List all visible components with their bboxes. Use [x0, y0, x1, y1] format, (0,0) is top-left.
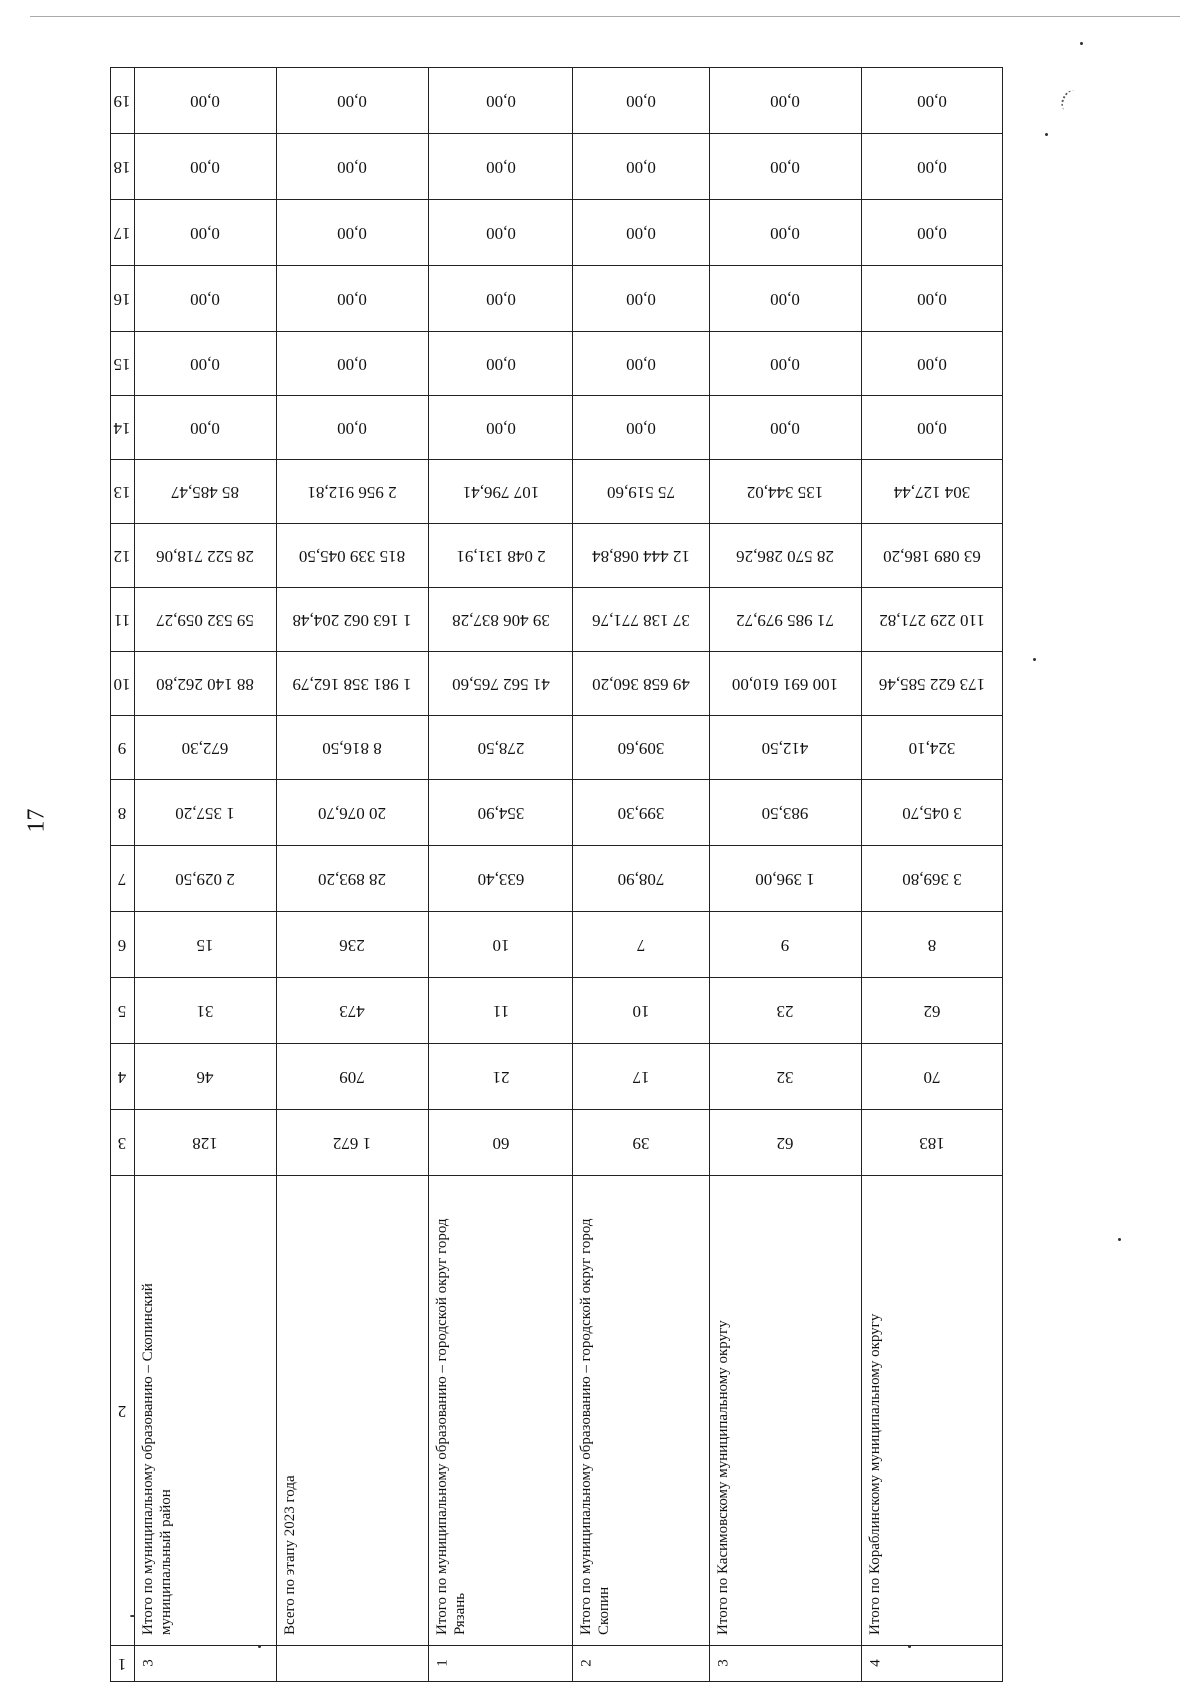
- cell-value: 8 816,50: [322, 738, 383, 758]
- row-number: 4: [867, 1659, 884, 1667]
- cell-value: 3 369,80: [902, 869, 962, 889]
- table-cell: [428, 978, 572, 1044]
- cell-value: 17: [632, 1067, 650, 1087]
- table-cell: [861, 846, 1002, 912]
- column-number-cell: [111, 200, 135, 266]
- column-number-cell: [111, 524, 135, 588]
- table-cell: [573, 780, 710, 846]
- table-cell: [428, 266, 572, 332]
- cell-value: 0,00: [626, 354, 656, 374]
- table-cell: [428, 780, 572, 846]
- cell-value: 0,00: [337, 223, 368, 243]
- table-cell: [573, 652, 710, 716]
- table-cell: [573, 266, 710, 332]
- table-cell: [709, 780, 861, 846]
- cell-value: 0,00: [485, 418, 516, 438]
- column-number-cell: [111, 134, 135, 200]
- cell-value: 236: [339, 935, 366, 955]
- table-cell: [428, 1110, 572, 1176]
- table-cell: [709, 846, 861, 912]
- column-number: 9: [118, 738, 127, 758]
- cell-value: 107 796,41: [462, 482, 539, 502]
- cell-value: 0,00: [485, 157, 516, 177]
- column-number-cell: [111, 68, 135, 134]
- cell-value: 0,00: [770, 289, 801, 309]
- row-number: 3: [140, 1659, 157, 1667]
- cell-value: 0,00: [485, 289, 516, 309]
- cell-value: 59 532 059,27: [156, 610, 255, 630]
- label-cell: [277, 1176, 429, 1646]
- cell-value: 0,00: [337, 91, 368, 111]
- table-cell: [709, 1110, 861, 1176]
- cell-value: 11: [492, 1001, 509, 1021]
- column-number-cell: [111, 266, 135, 332]
- column-number: 2: [118, 1401, 127, 1421]
- cell-value: 2 048 131,91: [455, 546, 546, 566]
- table-cell: [709, 1044, 861, 1110]
- table-row: [111, 716, 1003, 780]
- row-number-cell: [277, 1646, 429, 1682]
- table-cell: [277, 912, 429, 978]
- table-cell: [134, 200, 276, 266]
- table-cell: [134, 588, 276, 652]
- table-cell: [573, 588, 710, 652]
- table-cell: [428, 846, 572, 912]
- table-cell: [709, 588, 861, 652]
- table-cell: [573, 912, 710, 978]
- cell-value: 708,90: [617, 869, 665, 889]
- table-cell: [861, 978, 1002, 1044]
- cell-value: 85 485,47: [171, 482, 240, 502]
- table-cell: [134, 134, 276, 200]
- row-number-cell: [134, 1646, 276, 1682]
- column-number: 5: [118, 1001, 127, 1021]
- table-cell: [861, 588, 1002, 652]
- cell-value: 304 127,44: [893, 482, 971, 502]
- table-cell: [277, 396, 429, 460]
- cell-value: 1 163 062 204,48: [292, 610, 412, 630]
- cell-value: 0,00: [917, 354, 947, 374]
- cell-value: 100 691 610,00: [732, 674, 839, 694]
- cell-value: 815 339 045,50: [299, 546, 406, 566]
- table-cell: [277, 588, 429, 652]
- table-cell: [861, 652, 1002, 716]
- table-cell: [861, 396, 1002, 460]
- table-cell: [573, 846, 710, 912]
- cell-value: 309,60: [617, 738, 665, 758]
- table-row: [111, 588, 1003, 652]
- cell-value: 0,00: [770, 91, 801, 111]
- cell-value: 31: [196, 1001, 214, 1021]
- cell-value: 28 570 286,26: [736, 546, 835, 566]
- cell-value: 324,10: [908, 738, 956, 758]
- cell-value: 0,00: [770, 157, 801, 177]
- table-cell: [573, 332, 710, 396]
- cell-value: 0,00: [190, 223, 221, 243]
- cell-value: 0,00: [485, 91, 516, 111]
- table-cell: [277, 134, 429, 200]
- table-cell: [573, 68, 710, 134]
- cell-value: 183: [919, 1133, 945, 1153]
- table-cell: [428, 134, 572, 200]
- cell-value: 278,50: [477, 738, 524, 758]
- cell-value: 70: [923, 1067, 941, 1087]
- table-cell: [134, 332, 276, 396]
- table-cell: [428, 68, 572, 134]
- column-number-cell: [111, 652, 135, 716]
- table-cell: [277, 978, 429, 1044]
- column-number-cell: [111, 912, 135, 978]
- table-cell: [573, 716, 710, 780]
- cell-value: 0,00: [917, 418, 947, 438]
- table-cell: [134, 1110, 276, 1176]
- cell-value: 0,00: [626, 418, 656, 438]
- cell-value: 0,00: [190, 354, 221, 374]
- table-cell: [134, 524, 276, 588]
- table-cell: [709, 912, 861, 978]
- cell-value: 0,00: [626, 91, 656, 111]
- cell-value: 20 076,70: [318, 803, 387, 823]
- cell-value: 633,40: [477, 869, 524, 889]
- label-cell: [709, 1176, 861, 1646]
- table-cell: [861, 332, 1002, 396]
- scan-speck: [1080, 42, 1083, 45]
- column-number: 4: [118, 1067, 127, 1087]
- table-row: [111, 460, 1003, 524]
- row-label: Итого по муниципальному образованию – городской округ город Рязань: [433, 1218, 468, 1635]
- column-number-cell: [111, 1110, 135, 1176]
- column-number: 1: [118, 1654, 127, 1674]
- scan-speck: [130, 1615, 135, 1617]
- scan-speck: [908, 1645, 911, 1648]
- cell-value: 28 893,20: [318, 869, 387, 889]
- table-cell: [277, 266, 429, 332]
- cell-value: 0,00: [337, 157, 368, 177]
- row-label: Итого по Касимовскому муниципальному округу: [714, 1320, 731, 1635]
- table-row: [111, 652, 1003, 716]
- table-cell: [861, 780, 1002, 846]
- column-number-cell: [111, 716, 135, 780]
- cell-value: 0,00: [485, 354, 516, 374]
- cell-value: 1 981 358 162,79: [292, 674, 412, 694]
- row-number: 3: [715, 1659, 732, 1667]
- table-cell: [709, 200, 861, 266]
- table-cell: [861, 68, 1002, 134]
- table-cell: [428, 588, 572, 652]
- table-cell: [134, 652, 276, 716]
- cell-value: 0,00: [626, 223, 656, 243]
- cell-value: 110 229 271,82: [879, 610, 985, 630]
- row-label: Итого по муниципальному образованию – Скопинский муниципальный район: [139, 1283, 174, 1635]
- column-number: 16: [113, 289, 131, 309]
- label-cell: [861, 1176, 1002, 1646]
- column-number: 18: [113, 157, 131, 177]
- cell-value: 1 357,20: [175, 803, 236, 823]
- cell-value: 0,00: [770, 354, 801, 374]
- cell-value: 37 138 771,76: [592, 610, 690, 630]
- table-cell: [428, 912, 572, 978]
- column-number: 14: [113, 418, 131, 438]
- column-number: 17: [113, 223, 131, 243]
- table-cell: [709, 332, 861, 396]
- cell-value: 173 622 585,46: [878, 674, 986, 694]
- table-cell: [134, 912, 276, 978]
- page-number: 17: [23, 808, 50, 832]
- column-number-cell: [111, 460, 135, 524]
- table-cell: [709, 652, 861, 716]
- table-cell: [573, 460, 710, 524]
- table-cell: [277, 524, 429, 588]
- table-cell: [861, 200, 1002, 266]
- row-number-cell: [709, 1646, 861, 1682]
- table-row: [111, 396, 1003, 460]
- table-cell: [573, 396, 710, 460]
- row-number: 1: [434, 1659, 451, 1667]
- table-row: [111, 780, 1003, 846]
- cell-value: 2 029,50: [175, 869, 236, 889]
- table-row: [111, 1110, 1003, 1176]
- column-number-cell: [111, 1646, 135, 1682]
- table-cell: [277, 1110, 429, 1176]
- column-number-cell: [111, 1044, 135, 1110]
- table-cell: [861, 266, 1002, 332]
- table-cell: [573, 978, 710, 1044]
- table-cell: [134, 846, 276, 912]
- table-cell: [428, 332, 572, 396]
- cell-value: 0,00: [917, 223, 947, 243]
- table-cell: [709, 266, 861, 332]
- cell-value: 0,00: [190, 418, 221, 438]
- table-row: [111, 1044, 1003, 1110]
- table-cell: [134, 460, 276, 524]
- cell-value: 128: [192, 1133, 219, 1153]
- cell-value: 60: [492, 1133, 510, 1153]
- cell-value: 23: [776, 1001, 794, 1021]
- scan-speck: [1118, 1238, 1121, 1241]
- column-number: 10: [113, 674, 131, 694]
- table-cell: [861, 912, 1002, 978]
- cell-value: 135 344,02: [747, 482, 824, 502]
- cell-value: 399,30: [617, 803, 665, 823]
- cell-value: 28 522 718,06: [156, 546, 255, 566]
- row-number-cell: [573, 1646, 710, 1682]
- cell-value: 15: [196, 935, 214, 955]
- table-cell: [428, 460, 572, 524]
- number-row: [111, 1646, 1003, 1682]
- row-number-cell: [861, 1646, 1002, 1682]
- cell-value: 473: [339, 1001, 366, 1021]
- cell-value: 3 045,70: [902, 803, 962, 823]
- table-row: [111, 978, 1003, 1044]
- cell-value: 7: [636, 935, 646, 955]
- table-cell: [428, 716, 572, 780]
- cell-value: 32: [776, 1067, 794, 1087]
- table-cell: [277, 68, 429, 134]
- row-label: Итого по Кораблинскому муниципальному округу: [866, 1313, 883, 1635]
- column-number-cell: [111, 332, 135, 396]
- table-row: [111, 332, 1003, 396]
- table-cell: [709, 716, 861, 780]
- table-cell: [709, 134, 861, 200]
- row-label: Итого по муниципальному образованию – городской округ город Скопин: [578, 1218, 613, 1635]
- cell-value: 0,00: [337, 354, 368, 374]
- table-row: [111, 266, 1003, 332]
- cell-value: 71 985 979,72: [736, 610, 835, 630]
- scan-speck: [258, 1645, 261, 1648]
- row-number-cell: [428, 1646, 572, 1682]
- cell-value: 0,00: [917, 91, 947, 111]
- table-cell: [573, 1044, 710, 1110]
- table-cell: [573, 134, 710, 200]
- column-number: 3: [118, 1133, 127, 1153]
- cell-value: 46: [196, 1067, 214, 1087]
- column-number-cell: [111, 396, 135, 460]
- table-cell: [709, 524, 861, 588]
- label-cell: [134, 1176, 276, 1646]
- row-label: Всего по этапу 2023 года: [282, 1475, 298, 1635]
- cell-value: 10: [632, 1001, 650, 1021]
- cell-value: 49 658 360,20: [592, 674, 690, 694]
- table-cell: [134, 1044, 276, 1110]
- cell-value: 0,00: [770, 418, 801, 438]
- table-cell: [134, 978, 276, 1044]
- cell-value: 0,00: [917, 157, 947, 177]
- table-cell: [709, 68, 861, 134]
- cell-value: 10: [492, 935, 510, 955]
- table-cell: [277, 332, 429, 396]
- table-cell: [134, 266, 276, 332]
- table-cell: [134, 68, 276, 134]
- cell-value: 983,50: [762, 803, 809, 823]
- column-number-cell: [111, 978, 135, 1044]
- table-cell: [861, 460, 1002, 524]
- page-top-rule: [30, 16, 1180, 17]
- column-number-cell: [111, 846, 135, 912]
- table-row: [111, 524, 1003, 588]
- table-row: [111, 68, 1003, 134]
- column-number-cell: [111, 780, 135, 846]
- cell-value: 41 562 765,60: [451, 674, 550, 694]
- table-cell: [428, 524, 572, 588]
- table-cell: [573, 1110, 710, 1176]
- table-cell: [428, 652, 572, 716]
- cell-value: 1 396,00: [755, 869, 816, 889]
- table-cell: [277, 846, 429, 912]
- table-cell: [134, 396, 276, 460]
- label-cell: [428, 1176, 572, 1646]
- label-cell: [573, 1176, 710, 1646]
- table-cell: [277, 652, 429, 716]
- table-cell: [428, 200, 572, 266]
- column-number-cell: [111, 588, 135, 652]
- table-cell: [277, 1044, 429, 1110]
- cell-value: 0,00: [917, 289, 947, 309]
- table-cell: [709, 978, 861, 1044]
- column-number: 19: [113, 91, 131, 111]
- table-cell: [861, 1044, 1002, 1110]
- table-cell: [861, 524, 1002, 588]
- cell-value: 39 406 837,28: [451, 610, 550, 630]
- scan-speck: [1045, 133, 1048, 136]
- column-number: 7: [118, 869, 127, 889]
- cell-value: 0,00: [485, 223, 516, 243]
- table-cell: [861, 716, 1002, 780]
- cell-value: 0,00: [190, 289, 221, 309]
- table-cell: [277, 716, 429, 780]
- table-cell: [709, 396, 861, 460]
- cell-value: 0,00: [190, 157, 221, 177]
- cell-value: 88 140 262,80: [156, 674, 255, 694]
- column-number: 8: [118, 803, 127, 823]
- cell-value: 0,00: [337, 418, 368, 438]
- cell-value: 9: [781, 935, 790, 955]
- column-number: 12: [113, 546, 131, 566]
- table-cell: [134, 716, 276, 780]
- table-cell: [861, 134, 1002, 200]
- table-cell: [428, 396, 572, 460]
- cell-value: 8: [927, 935, 937, 955]
- cell-value: 62: [776, 1133, 794, 1153]
- table-cell: [861, 1110, 1002, 1176]
- column-number: 11: [114, 610, 131, 630]
- cell-value: 62: [923, 1001, 941, 1021]
- scan-mark: [1058, 88, 1082, 115]
- cell-value: 1 672: [333, 1133, 372, 1153]
- cell-value: 21: [492, 1067, 510, 1087]
- cell-value: 672,30: [182, 738, 229, 758]
- row-number: 2: [578, 1659, 595, 1667]
- table-cell: [428, 1044, 572, 1110]
- table-cell: [277, 780, 429, 846]
- table-cell: [709, 460, 861, 524]
- cell-value: 63 089 186,20: [883, 546, 981, 566]
- cell-value: 412,50: [762, 738, 809, 758]
- column-number-cell: [111, 1176, 135, 1646]
- table-row: [111, 912, 1003, 978]
- cell-value: 75 519,60: [607, 482, 676, 502]
- data-table: [110, 67, 1003, 1682]
- table-row: [111, 200, 1003, 266]
- table-cell: [277, 200, 429, 266]
- column-number: 13: [113, 482, 131, 502]
- table-cell: [573, 200, 710, 266]
- scan-speck: [1033, 658, 1036, 661]
- table-cell: [277, 460, 429, 524]
- table-cell: [134, 780, 276, 846]
- cell-value: 0,00: [190, 91, 221, 111]
- cell-value: 2 956 912,81: [307, 482, 398, 502]
- cell-value: 0,00: [626, 289, 656, 309]
- cell-value: 709: [339, 1067, 366, 1087]
- cell-value: 0,00: [337, 289, 368, 309]
- cell-value: 12 444 068,84: [592, 546, 690, 566]
- table-cell: [573, 524, 710, 588]
- table-row: [111, 134, 1003, 200]
- label-row: [111, 1176, 1003, 1646]
- table-row: [111, 846, 1003, 912]
- cell-value: 0,00: [770, 223, 801, 243]
- column-number: 6: [118, 935, 127, 955]
- cell-value: 354,90: [477, 803, 524, 823]
- cell-value: 39: [632, 1133, 650, 1153]
- column-number: 15: [113, 354, 131, 374]
- cell-value: 0,00: [626, 157, 656, 177]
